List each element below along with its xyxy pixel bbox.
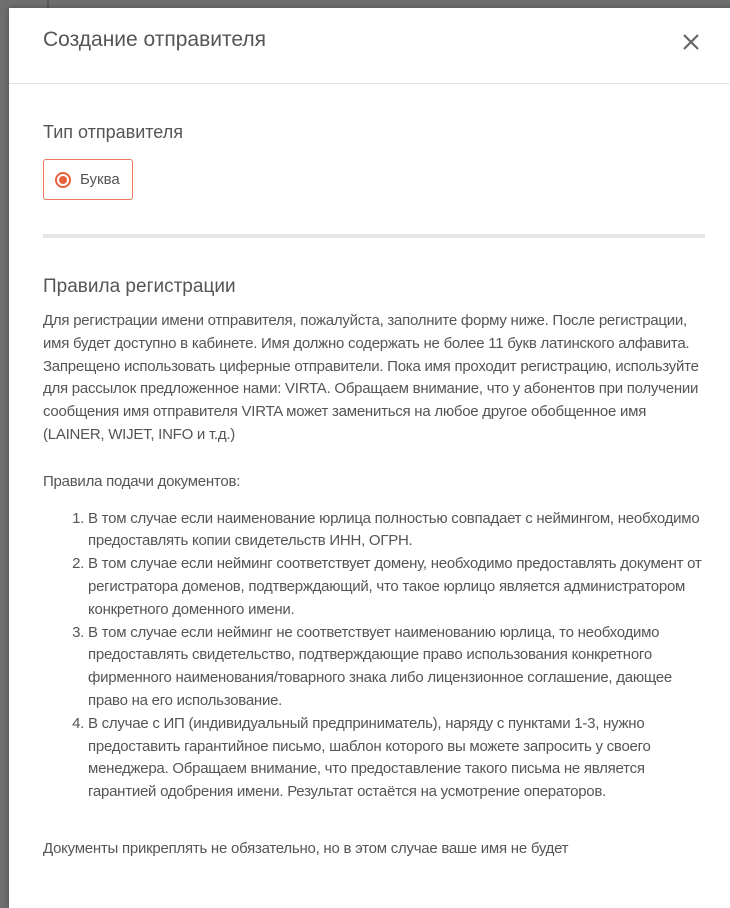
docs-heading: Правила подачи документов:: [43, 472, 241, 490]
list-item: 1. В том случае если наименование юрлица полностью совпадает с неймингом, необходимо предоставлять копии свидетельств ИНН, ОГРН.: [88, 508, 705, 554]
docs-footer-text: Документы прикреплять не обязательно, но в этом случае ваше имя не будет: [43, 839, 569, 857]
list-item: 3. В том случае если нейминг не соответствует наименованию юрлица, то необходимо предоставлять свидетельство, подтверждающие право использования конкретного фирменного наименования/товарного знака либо лицензионное соглашение, дающее право на его использование.: [88, 622, 705, 713]
rules-heading: Правила регистрации: [43, 276, 236, 297]
modal-header: [9, 8, 730, 84]
radio-option-letter[interactable]: [43, 159, 133, 200]
modal-body: [9, 122, 730, 861]
close-button[interactable]: [679, 30, 703, 54]
radio-selected-icon: [55, 172, 71, 188]
close-icon: [679, 30, 703, 54]
create-sender-modal: [9, 8, 730, 908]
section-divider: [43, 234, 705, 238]
sender-type-heading: Тип отправителя: [43, 122, 183, 142]
docs-rules-list: [43, 508, 705, 804]
list-item: 2. В том случае если нейминг соответствует домену, необходимо предоставлять документ от регистратора доменов, подтверждающий, что такое юрлицо является администратором конкретного доменного имени.: [88, 553, 705, 621]
modal-title: Создание отправителя: [43, 28, 266, 51]
radio-option-label: Буква: [80, 171, 120, 188]
list-item: 4. В случае с ИП (индивидуальный предприниматель), наряду с пунктами 1-3, нужно предоставить гарантийное письмо, шаблон которого вы можете запросить у своего менеджера. Обращаем внимание, что предоставление такого письма не является гарантией одобрения имени. Результат остаётся на усмотрение операторов.: [88, 713, 705, 804]
background-divider: [47, 0, 49, 8]
rules-intro: Для регистрации имени отправителя, пожалуйста, заполните форму ниже. После регистрации, имя будет доступно в кабинете. Имя должно содержать не более 11 букв латинского алфавита. Запрещено использовать циферные отправители. Пока имя проходит регистрацию, используйте для рассылок предложенное нами: VIRTA. Обращаем внимание, что у абонентов при получении сообщения имя отправителя VIRTA может замениться на любое другое обобщенное имя (LAINER, WIJET, INFO и т.д.): [43, 312, 699, 443]
